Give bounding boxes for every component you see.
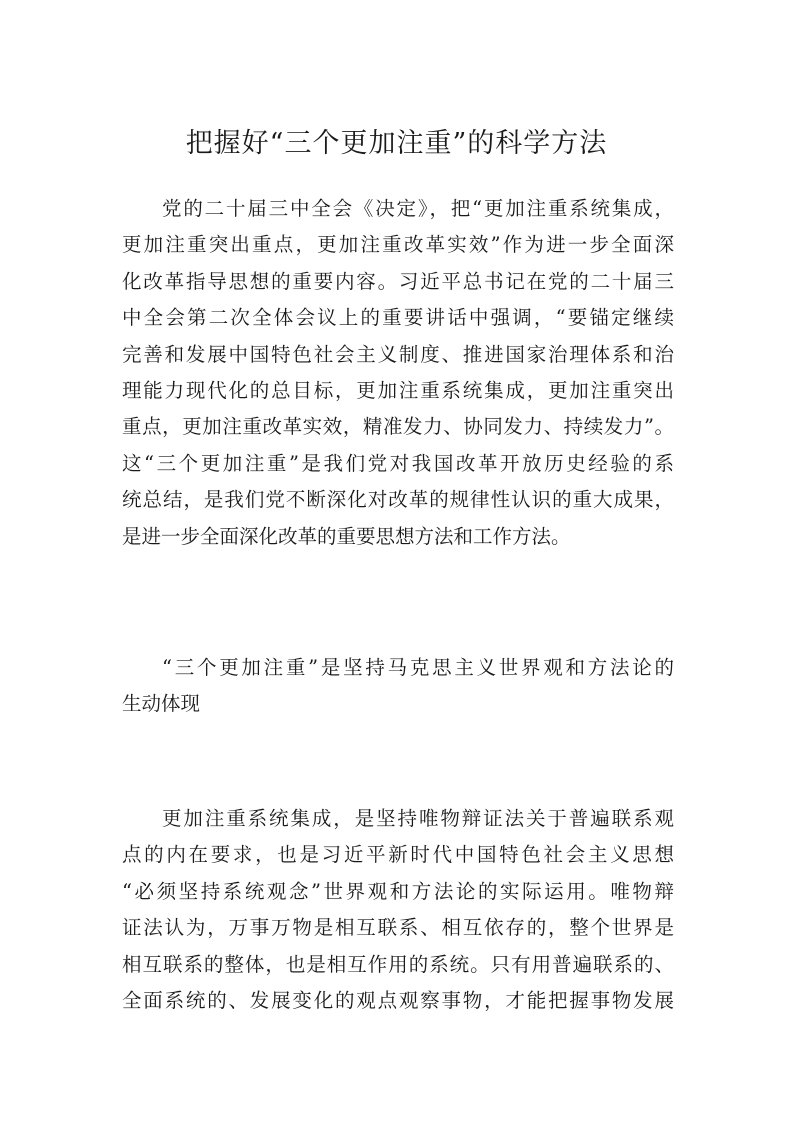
paragraph-line: 中全会第二次全体会议上的重要讲话中强调，“要锚定继续: [122, 306, 674, 330]
paragraph-line: 统总结，是我们党不断深化对改革的规律性认识的重大成果，: [122, 488, 674, 512]
heading-line: 生动体现: [122, 692, 201, 716]
paragraph-line: 党的二十届三中全会《决定》，把“更加注重系统集成，: [162, 197, 674, 220]
paragraph-intro: [122, 191, 674, 555]
paragraph-line: 更加注重系统集成，是坚持唯物辩证法关于普遍联系观: [162, 807, 674, 830]
document-title: 把握好“三个更加注重”的科学方法: [185, 128, 608, 159]
paragraph-line: 完善和发展中国特色社会主义制度、推进国家治理体系和治: [122, 342, 674, 366]
paragraph-line: “必须坚持系统观念”世界观和方法论的实际运用。唯物辩: [122, 879, 674, 903]
paragraph-line: 相互联系的整体，也是相互作用的系统。只有用普遍联系的、: [122, 952, 674, 976]
paragraph-line: 证法认为，万事万物是相互联系、相互依存的，整个世界是: [122, 916, 674, 940]
section-heading: [122, 650, 674, 723]
paragraph-line: 是进一步全面深化改革的重要思想方法和工作方法。: [122, 524, 571, 548]
paragraph-system-integration: [122, 801, 674, 1019]
paragraph-line: 点的内在要求，也是习近平新时代中国特色社会主义思想: [122, 843, 674, 867]
paragraph-line: 更加注重突出重点，更加注重改革实效”作为进一步全面深: [122, 233, 674, 257]
paragraph-line: 重点，更加注重改革实效，精准发力、协同发力、持续发力”。: [122, 415, 674, 439]
paragraph-line: 化改革指导思想的重要内容。习近平总书记在党的二十届三: [122, 269, 674, 293]
heading-line: “三个更加注重”是坚持马克思主义世界观和方法论的: [162, 656, 674, 679]
paragraph-line: 理能力现代化的总目标，更加注重系统集成，更加注重突出: [122, 379, 674, 403]
paragraph-line: 这“三个更加注重”是我们党对我国改革开放历史经验的系: [122, 451, 674, 475]
paragraph-line: 全面系统的、发展变化的观点观察事物，才能把握事物发展: [122, 989, 674, 1013]
